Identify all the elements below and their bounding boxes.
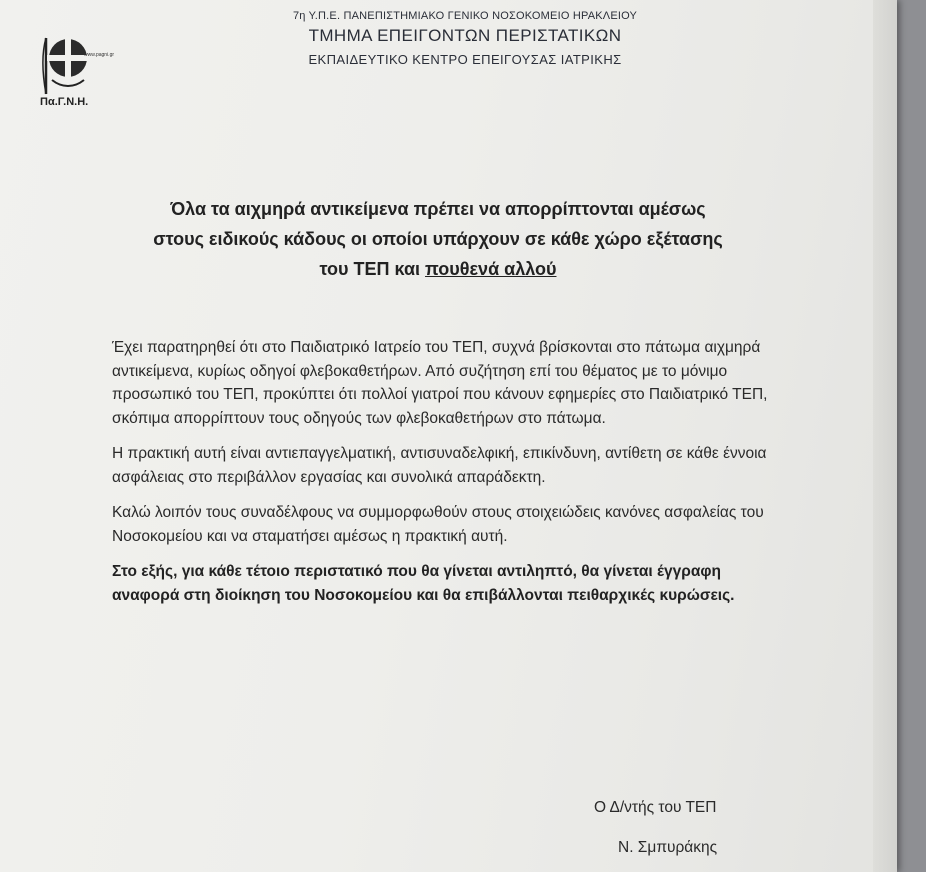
department-name: ΤΜΗΜΑ ΕΠΕΙΓΟΝΤΩΝ ΠΕΡΙΣΤΑΤΙΚΩΝ (308, 26, 622, 45)
signature-title: Ο Δ/ντής του ΤΕΠ (594, 799, 717, 816)
hospital-cross-logo-icon (40, 32, 132, 98)
logo-url: www.pagni.gr (84, 52, 115, 58)
headline-line-2: στους ειδικούς κάδους οι οποίοι υπάρχουν σε κάθε χώρο εξέτασης (153, 229, 723, 249)
notice-headline (108, 194, 768, 284)
training-center-name: ΕΚΠΑΙΔΕΥΤΙΚΟ ΚΕΝΤΡΟ ΕΠΕΙΓΟΥΣΑΣ ΙΑΤΡΙΚΗΣ (308, 52, 622, 67)
headline-line-3-prefix: του ΤΕΠ και (319, 259, 426, 279)
paragraph-observation: Έχει παρατηρηθεί ότι στο Παιδιατρικό Ιατρείο του ΤΕΠ, συχνά βρίσκονται στο πάτωμα αιχμηρά αντικείμενα, κυρίως οδηγοί φλεβοκαθετήρων. Από συζήτηση επί του θέματος με το μόνιμο προσωπικό του ΤΕΠ, προκύπτει ότι πολλοί γιατροί που κάνουν εφημερίες στο Παιδιατρικό ΤΕΠ, σκόπιμα απορρίπτουν τους οδηγούς των φλεβοκαθετήρων στο πάτωμα. (112, 339, 768, 427)
paragraph-warning: Στο εξής, για κάθε τέτοιο περιστατικό που θα γίνεται αντιληπτό, θα γίνεται έγγραφη αναφορά στη διοίκηση του Νοσοκομείου και θα επιβάλλονται πειθαρχικές κυρώσεις. (112, 563, 735, 604)
notice-body (112, 336, 792, 619)
paragraph-assessment: Η πρακτική αυτή είναι αντιεπαγγελματική, αντισυναδελφική, επικίνδυνη, αντίθετη σε κάθε έννοια ασφάλειας στο περιβάλλον εργασίας και συνολικά απαράδεκτη. (112, 445, 767, 486)
hospital-name: 7η Υ.Π.Ε. ΠΑΝΕΠΙΣΤΗΜΙΑΚΟ ΓΕΝΙΚΟ ΝΟΣΟΚΟΜΕΙΟ ΗΡΑΚΛΕΙΟΥ (292, 10, 638, 22)
logo-caption: Πα.Γ.Ν.Η. (40, 96, 89, 108)
letterhead (255, 10, 675, 67)
headline-line-3 (108, 254, 768, 284)
paper-edge (873, 0, 897, 872)
hospital-logo (40, 32, 132, 114)
headline-underlined-text: πουθενά αλλού (425, 259, 557, 279)
paragraph-request: Καλώ λοιπόν τους συναδέλφους να συμμορφωθούν στους στοιχειώδεις κανόνες ασφαλείας του Νοσοκομείου και να σταματήσει αμέσως η πρακτική αυτή. (112, 504, 764, 545)
signature-name: Ν. Σμπυράκης (618, 839, 718, 856)
headline-line-1: Όλα τα αιχμηρά αντικείμενα πρέπει να απορρίπτονται αμέσως (170, 199, 706, 219)
signature-block (594, 788, 717, 868)
